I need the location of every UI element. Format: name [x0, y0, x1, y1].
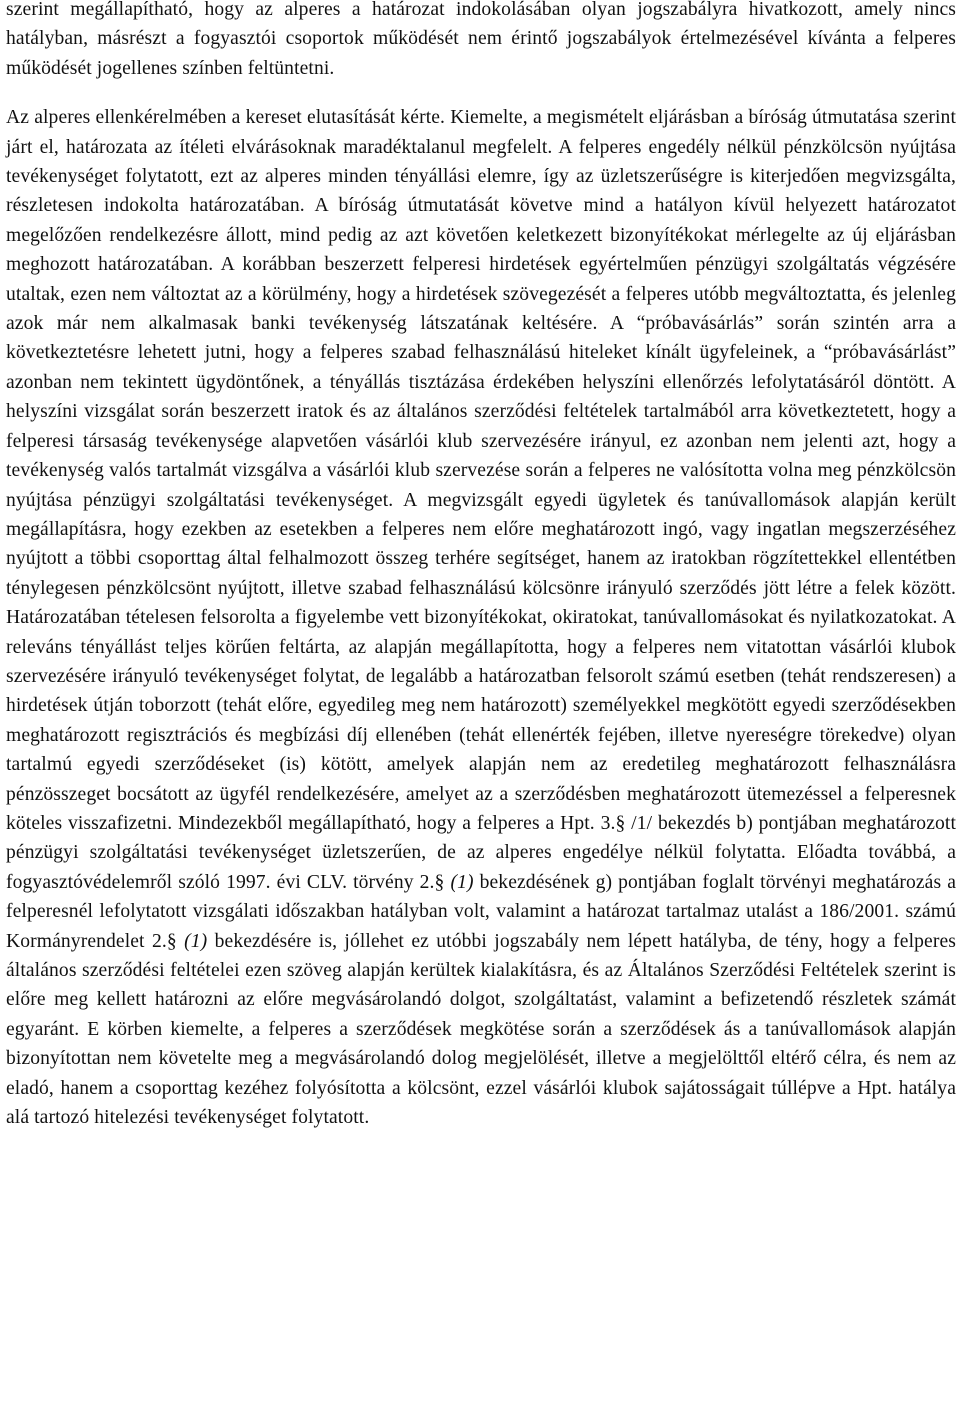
italic-section-number: (1): [184, 930, 208, 952]
paragraph-text: Az alperes ellenkérelmében a kereset elutasítását kérte. Kiemelte, a megismételt eljárásban a bíróság útmutatása szerint járt el, határozata az ítéleti elvárásoknak maradéktalanul megfelelt. A felperes engedély nélkül pénzkölcsön nyújtása tevékenységet folytatott, ezt az alperes minden tényállási elemre, így az üzletszerűségre is kiterjedően megvizsgálta, részletesen indokolta határozatában. A bíróság útmutatását követve mind a hatályon kívül helyezett határozatot megelőzően rendelkezésre állott, mind pedig az azt követően keletkezett bizonyítékokat mérlegelte az új eljárásban meghozott határozatában. A korábban beszerzett felperesi hirdetések egyértelműen pénzügyi szolgáltatás végzésére utaltak, ezen nem változtat az a körülmény, hogy a hirdetések szövegezését a felperes utóbb megváltoztatta, és jelenleg azok már nem alkalmasak banki tevékenység látszatának keltésére. A “próbavásárlás” során szintén arra a következtetésre lehetett jutni, hogy a felperes szabad felhasználású hiteleket kínált ügyfeleinek, a “próbavásárlást” azonban nem tekintett ügydöntőnek, a tényállás tisztázása érdekében helyszíni ellenőrzés lefolytatásáról döntött. A helyszíni vizsgálat során beszerzett iratok és az általános szerződési feltételek tartalmából arra következtetett, hogy a felperesi társaság tevékenysége alapvetően vásárlói klub szervezésére irányul, ez azonban nem jelenti azt, hogy a tevékenység valós tartalmát vizsgálva a vásárlói klub szervezése során a felperes ne valósította volna meg pénzkölcsön nyújtása pénzügyi szolgáltatási tevékenységet. A megvizsgált egyedi ügyletek és tanúvallomások alapján került megállapításra, hogy ezekben az esetekben a felperes nem előre meghatározott ingó, vagy ingatlan megszerzéséhez nyújtott a többi csoporttag által felhalmozott összeg terhére segítséget, hanem az iratokban rögzítettekkel ellentétben ténylegesen pénzkölcsönt nyújtott, illetve szabad felhasználású kölcsönre irányuló szerződés jött létre a felek között. Határozatában tételesen felsorolta a figyelembe vett bizonyítékokat, okiratokat, tanúvallomásokat és nyilatkozatokat. A releváns tényállást teljes körűen feltárta, az alapján megállapította, hogy a felperes nem vitatottan vásárlói klubok szervezésére irányuló tevékenységet folytat, de legalább a határozatban felsorolt számú esetben (tehát rendszeresen) a hirdetések útján toborzott (tehát előre, egyedileg meg nem határozott) személyekkel megkötött egyedi szerződésekben meghatározott regisztrációs és megbízási díj ellenében (tehát ellenérték fejében, illetve nyereségre törekedve) olyan tartalmú egyedi szerződéseket (is) kötött, amelyek alapján nem az eredetileg meghatározott felhasználásra pénzösszeget bocsátott az ügyfél rendelkezésére, amelyet az a szerződésben meghatározott ütemezéssel a felperesnek köteles visszafizetni. Mindezekből megállapítható, hogy a felperes a Hpt. 3.§ /1/ bekezdés b) pontjában meghatározott pénzügyi szolgáltatási tevékenységet üzletszerűen, de az alperes engedélye nélkül folytatta. Előadta továbbá, a fogyasztóvédelemről szóló 1997. évi CLV. törvény 2.§: [6, 107, 956, 893]
paragraph-text: bekezdésére is, jóllehet ez utóbbi jogszabály nem lépett hatályba, de tény, hogy a felperes általános szerződési feltételei ezen szöveg alapján kerültek kialakításra, és az Általános Szerződési Feltételek szerint is előre meg kellett határozni az előre megvásárolandó dolgot, szolgáltatást, valamint a befizetendő részletek számát egyaránt. E körben kiemelte, a felperes a szerződések megkötése során a szerződések ás a tanúvallomások alapján bizonyítottan nem követelte meg a megvásárolandó dolog megjelölését, illetve a megjelölttől eltérő célra, és nem az eladó, hanem a csoporttag kezéhez folyósította a kölcsönt, ezzel vásárlói klubok sajátosságait túllépve a Hpt. hatálya alá tartozó hitelezési tevékenységet folytatott.: [6, 930, 956, 1129]
paragraph: [6, 0, 956, 83]
paragraph-text: bekezdésének g) pontjában foglalt törvényi meghatározás a felperesnél lefolytatott vizsgálati időszakban hatályban volt, valamint a határozat tartalmaz utalást a 186/2001. számú Kormányrendelet 2.§: [6, 871, 956, 952]
document-page: [6, 0, 956, 1132]
paragraph-text: szerint megállapítható, hogy az alperes a határozat indokolásában olyan jogszabályra hivatkozott, amely nincs hatályban, másrészt a fogyasztói csoportok működését nem érintő jogszabályok értelmezésével kívánta a felperes működését jogellenes színben feltüntetni.: [6, 0, 956, 79]
italic-section-number: (1): [450, 871, 474, 893]
paragraph: [6, 103, 956, 1132]
